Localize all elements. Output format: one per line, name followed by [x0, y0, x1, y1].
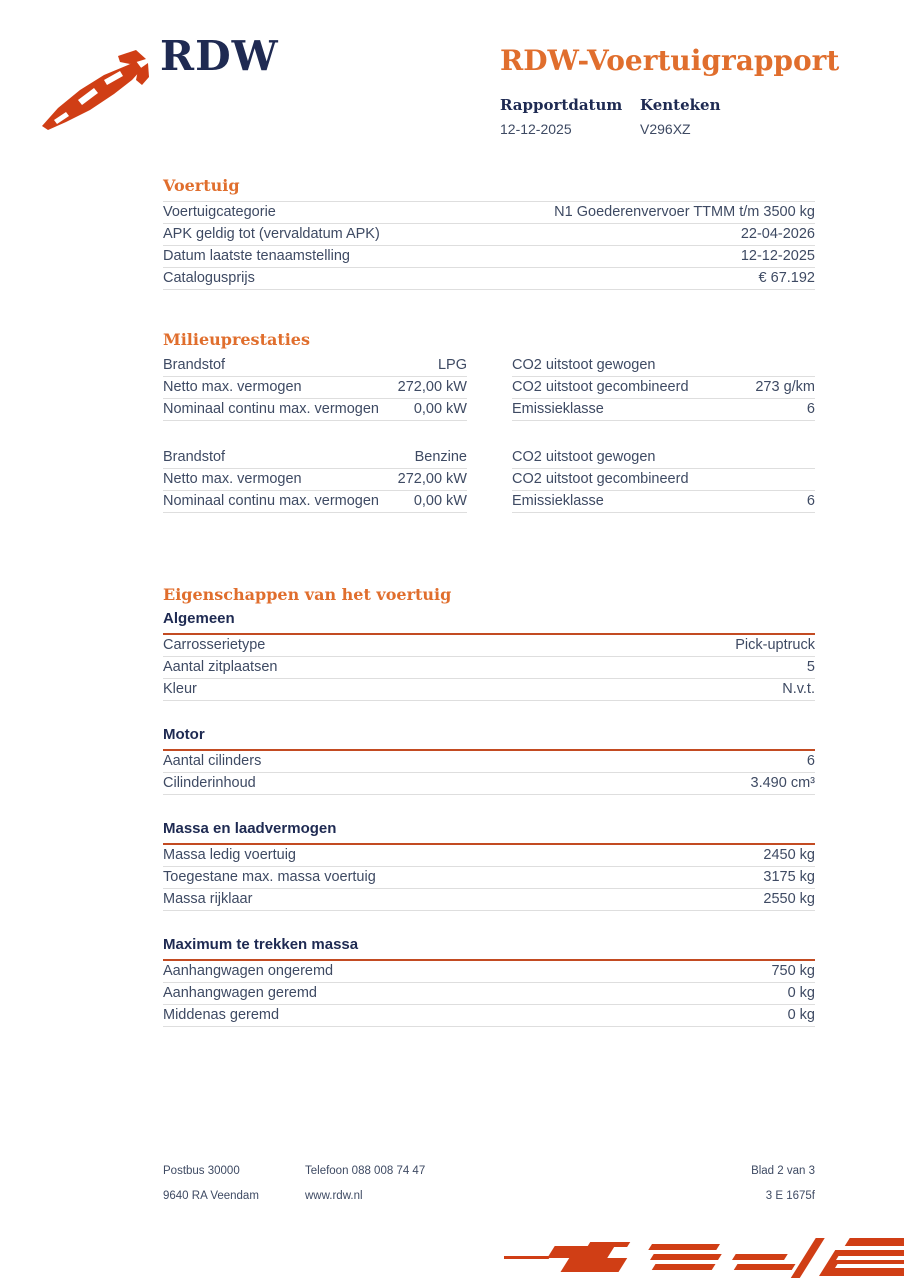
row-value: 750 kg: [771, 963, 815, 979]
row-value: 272,00 kW: [397, 379, 467, 395]
report-date-value: 12-12-2025: [500, 121, 572, 137]
table-row: [512, 377, 815, 399]
table-row: [512, 491, 815, 513]
license-plate-value: V296XZ: [640, 121, 691, 137]
row-label: Aanhangwagen geremd: [163, 985, 317, 1001]
row-value: 273 g/km: [755, 379, 815, 395]
row-value: 0,00 kW: [413, 493, 467, 509]
subsection-massa-laadvermogen: [163, 820, 815, 911]
footer-phone: Telefoon 088 008 74 47: [305, 1165, 426, 1177]
row-label: Netto max. vermogen: [163, 471, 302, 487]
row-label: Aantal cilinders: [163, 753, 262, 769]
table-row: [512, 447, 815, 469]
row-value: 2450 kg: [763, 847, 815, 863]
table-row: [163, 246, 815, 268]
table-row: [163, 961, 815, 983]
row-value: 6: [806, 401, 815, 417]
row-value: 3.490 cm³: [750, 775, 815, 791]
table-row: [163, 679, 815, 701]
row-label: Voertuigcategorie: [163, 204, 276, 220]
section-title: Voertuig: [163, 176, 240, 195]
subsection-motor: [163, 726, 815, 795]
row-label: Aantal zitplaatsen: [163, 659, 278, 675]
table-row: [163, 751, 815, 773]
table-row: [163, 377, 467, 399]
table-row: [163, 202, 815, 224]
section-voertuig: [163, 176, 815, 290]
section-eigenschappen: [163, 585, 815, 1027]
row-value: 0 kg: [787, 1007, 815, 1023]
row-label: Brandstof: [163, 357, 226, 373]
report-date-label: Rapportdatum: [500, 96, 623, 114]
subsection-title: Motor: [163, 726, 815, 751]
table-row: [163, 889, 815, 911]
row-label: Middenas geremd: [163, 1007, 280, 1023]
milieu-block-lpg: [163, 355, 815, 421]
footer-doc-code: 3 E 1675f: [765, 1190, 815, 1202]
subsection-maximum-trekken-massa: [163, 936, 815, 1027]
subsection-title: Algemeen: [163, 610, 815, 635]
table-row: [163, 469, 467, 491]
row-value: 22-04-2026: [740, 226, 815, 242]
table-row: [163, 447, 467, 469]
row-label: CO2 uitstoot gewogen: [512, 449, 656, 465]
report-meta: [500, 96, 720, 137]
row-value: LPG: [437, 357, 467, 373]
table-row: [163, 355, 467, 377]
footer-address-line1: Postbus 30000: [163, 1165, 240, 1177]
footer-stripes-graphic-icon: [504, 1228, 904, 1280]
license-plate-label: Kenteken: [640, 96, 721, 114]
row-value: Benzine: [414, 449, 467, 465]
section-title: Eigenschappen van het voertuig: [163, 585, 452, 604]
table-row: [512, 399, 815, 421]
rdw-feather-logo-icon: [36, 50, 154, 132]
page-title: RDW-Voertuigrapport: [500, 44, 840, 77]
section-title: Milieuprestaties: [163, 330, 310, 349]
table-row: [163, 773, 815, 795]
row-value: 272,00 kW: [397, 471, 467, 487]
table-row: [512, 355, 815, 377]
table-row: [163, 1005, 815, 1027]
table-row: [163, 491, 467, 513]
row-label: Brandstof: [163, 449, 226, 465]
table-row: [163, 635, 815, 657]
table-row: [163, 983, 815, 1005]
table-row: [163, 399, 467, 421]
row-label: Emissieklasse: [512, 493, 604, 509]
row-value: N1 Goederenvervoer TTMM t/m 3500 kg: [554, 204, 815, 220]
milieu-block-benzine: [163, 447, 815, 513]
row-label: Kleur: [163, 681, 197, 697]
footer-address-line2: 9640 RA Veendam: [163, 1190, 259, 1202]
row-value: Pick-uptruck: [735, 637, 815, 653]
row-value: € 67.192: [758, 270, 815, 286]
table-row: [163, 224, 815, 246]
row-value: 6: [806, 753, 815, 769]
rdw-logo-wordmark: RDW: [160, 32, 279, 80]
footer-page-indicator: Blad 2 van 3: [751, 1165, 815, 1177]
row-label: Emissieklasse: [512, 401, 604, 417]
report-content: [163, 176, 815, 1027]
row-value: 6: [806, 493, 815, 509]
row-value: 12-12-2025: [740, 248, 815, 264]
row-value: 3175 kg: [763, 869, 815, 885]
row-label: CO2 uitstoot gewogen: [512, 357, 656, 373]
row-label: Catalogusprijs: [163, 270, 255, 286]
page-footer: [163, 1165, 815, 1202]
row-value: 5: [806, 659, 815, 675]
row-value: 2550 kg: [763, 891, 815, 907]
row-label: Massa rijklaar: [163, 891, 253, 907]
row-value: N.v.t.: [782, 681, 815, 697]
row-value: 0,00 kW: [413, 401, 467, 417]
row-label: CO2 uitstoot gecombineerd: [512, 379, 689, 395]
row-label: Aanhangwagen ongeremd: [163, 963, 334, 979]
table-row: [512, 469, 815, 491]
row-value: 0 kg: [787, 985, 815, 1001]
table-row: [163, 657, 815, 679]
subsection-title: Massa en laadvermogen: [163, 820, 815, 845]
subsection-algemeen: [163, 610, 815, 701]
row-label: Netto max. vermogen: [163, 379, 302, 395]
row-label: APK geldig tot (vervaldatum APK): [163, 226, 380, 242]
footer-website: www.rdw.nl: [305, 1190, 363, 1202]
table-row: [163, 867, 815, 889]
row-label: Massa ledig voertuig: [163, 847, 296, 863]
row-label: CO2 uitstoot gecombineerd: [512, 471, 689, 487]
row-label: Nominaal continu max. vermogen: [163, 401, 379, 417]
row-label: Datum laatste tenaamstelling: [163, 248, 350, 264]
row-label: Carrosserietype: [163, 637, 266, 653]
table-row: [163, 845, 815, 867]
table-row: [163, 268, 815, 290]
section-milieuprestaties: [163, 330, 815, 513]
row-label: Nominaal continu max. vermogen: [163, 493, 379, 509]
subsection-title: Maximum te trekken massa: [163, 936, 815, 961]
row-label: Toegestane max. massa voertuig: [163, 869, 376, 885]
row-label: Cilinderinhoud: [163, 775, 256, 791]
